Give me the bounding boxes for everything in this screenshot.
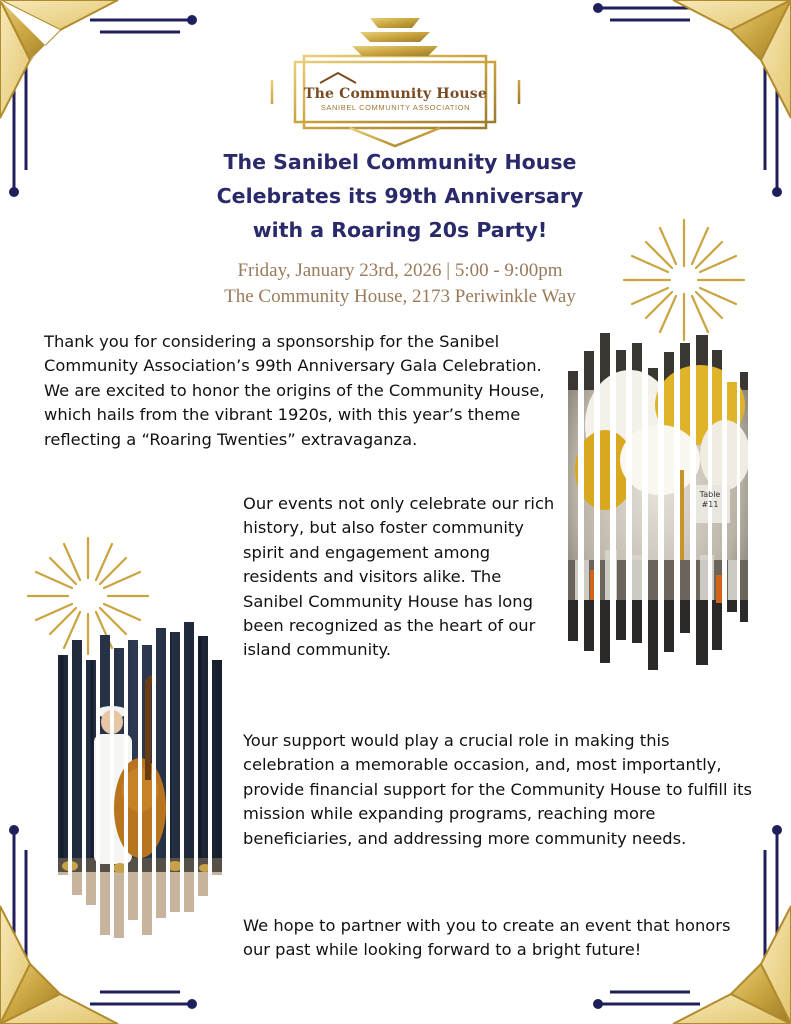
starburst-left-icon — [28, 538, 148, 654]
body-paragraph-community: Our events not only celebrate our rich history, but also foster community spirit and engagement among residents and visitors alike. The Sanibel Community House has long been recognized as the heart of our island community. — [243, 494, 555, 660]
headline — [120, 145, 680, 247]
event-date-time: Friday, January 23rd, 2026 | 5:00 - 9:00pm — [237, 260, 563, 281]
corner-fan-top-left — [0, 0, 118, 118]
body-paragraph-closing: We hope to partner with you to create an event that honors our past while looking forward to a bright future! — [243, 916, 731, 960]
body-paragraph-intro: Thank you for considering a sponsorship for the Sanibel Community Association’s 99th Anniversary Gala Celebration. We are excited to honor the origins of the Community House, which hails from the vibrant 1920s, with this year’s theme reflecting a “Roaring Twenties” extravaganza. — [44, 332, 545, 449]
headline-line: Celebrates its 99th Anniversary — [216, 184, 584, 208]
event-details — [110, 258, 690, 310]
body-paragraph-support: Your support would play a crucial role in making this celebration a memorable occasion, and, most importantly, provide financial support for the Community House to fulfill its mission while expanding programs, reaching more beneficiaries, and addressing more community needs. — [243, 731, 753, 848]
event-location: The Community House, 2173 Periwinkle Way — [224, 286, 576, 307]
logo-subtitle: SANIBEL COMMUNITY ASSOCIATION — [320, 103, 471, 112]
corner-fan-top-right — [673, 0, 791, 118]
logo-title: The Community House — [304, 86, 487, 102]
headline-line: The Sanibel Community House — [223, 150, 577, 174]
logo-crown — [352, 18, 438, 56]
photo-bass-player — [50, 620, 230, 940]
photo-table-card-label: Table #11 — [699, 490, 721, 509]
headline-line: with a Roaring 20s Party! — [252, 218, 548, 242]
